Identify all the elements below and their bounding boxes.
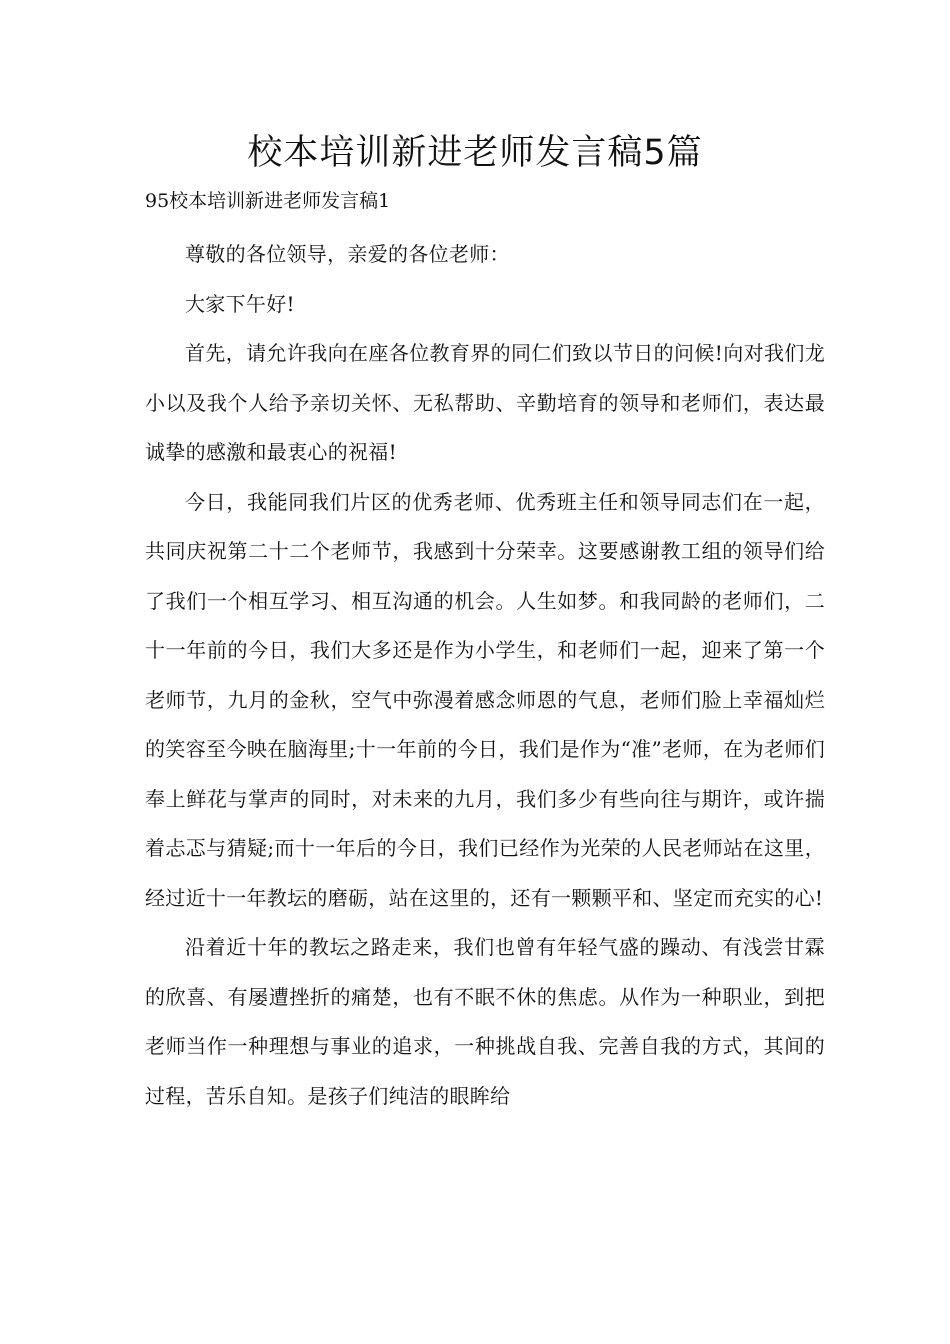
document-title: 校本培训新进老师发言稿5篇: [247, 133, 703, 173]
body-paragraph: 沿着近十年的教坛之路走来，我们也曾有年轻气盛的躁动、有浅尝甘霖的欣喜、有屡遭挫折的痛楚，也有不眠不休的焦虑。从作为一种职业，到把老师当作一种理想与事业的追求，一种挑战自我、完善自我的方式，其间的过程，苦乐自知。是孩子们纯洁的眼眸给: [145, 935, 825, 1108]
body-paragraph: 首先，请允许我向在座各位教育界的同仁们致以节日的问候!向对我们龙小以及我个人给予亲切关怀、无私帮助、辛勤培育的领导和老师们，表达最诚挚的感激和最衷心的祝福!: [145, 341, 825, 464]
document-subtitle: 95校本培训新进老师发言稿1: [145, 190, 391, 212]
salutation-paragraph: 尊敬的各位领导，亲爱的各位老师：: [185, 242, 510, 266]
greeting-paragraph: 大家下午好!: [185, 291, 295, 316]
document-body: [145, 230, 825, 1121]
body-paragraph: 今日，我能同我们片区的优秀老师、优秀班主任和领导同志们在一起，共同庆祝第二十二个老师节，我感到十分荣幸。这要感谢教工组的领导们给了我们一个相互学习、相互沟通的机会。人生如梦。和我同龄的老师们，二十一年前的今日，我们大多还是作为小学生，和老师们一起，迎来了第一个老师节，九月的金秋，空气中弥漫着感念师恩的气息，老师们脸上幸福灿烂的笑容至今映在脑海里;十一年前的今日，我们是作为“准”老师，在为老师们奉上鲜花与掌声的同时，对未来的九月，我们多少有些向往与期许，或许揣着忐忑与猜疑;而十一年后的今日，我们已经作为光荣的人民老师站在这里，经过近十一年教坛的磨砺，站在这里的，还有一颗颗平和、坚定而充实的心!: [145, 489, 825, 910]
